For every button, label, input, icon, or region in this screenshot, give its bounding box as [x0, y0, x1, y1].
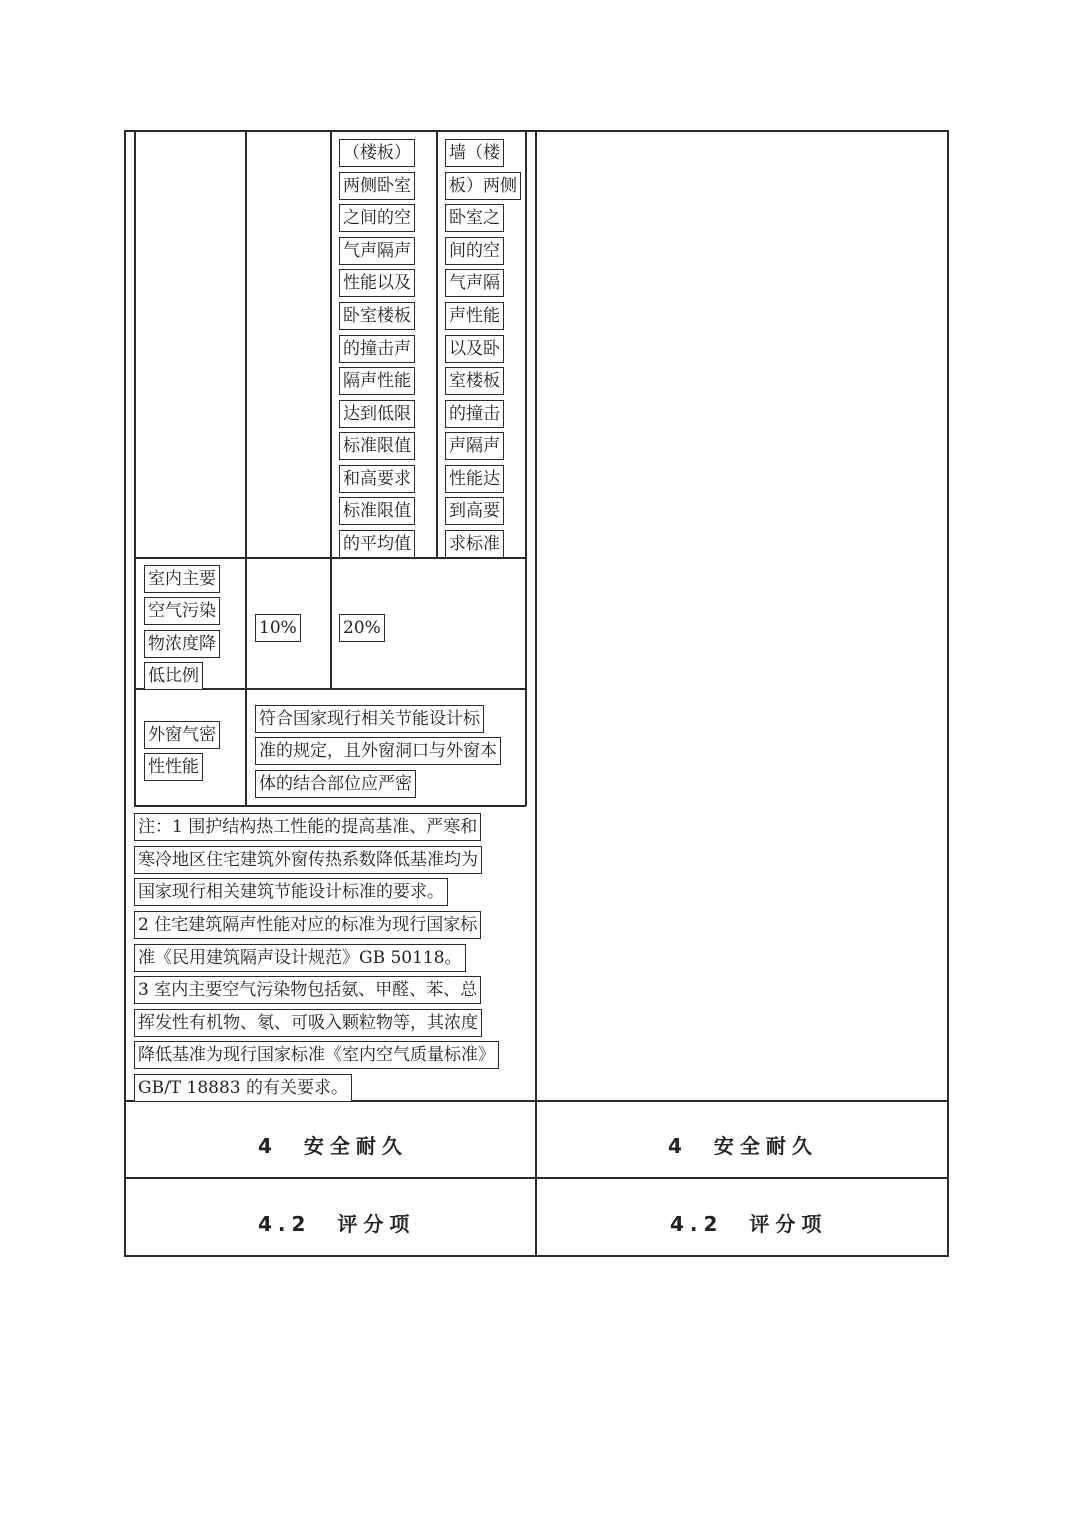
table-left-border	[124, 130, 126, 1257]
text-line: 气声隔	[445, 269, 504, 297]
text-line: （楼板）	[339, 139, 415, 167]
text-line: 隔声性能	[339, 367, 415, 395]
text-line: 板）两侧	[445, 172, 521, 200]
text-line: 气声隔声	[339, 237, 415, 265]
table-right-border	[947, 130, 949, 1257]
text-line: 性能达	[445, 465, 504, 493]
text-line: 求标准	[445, 530, 504, 558]
section-4-heading-left: 4 安全耐久	[258, 1134, 408, 1158]
text-line: 标准限值	[339, 497, 415, 525]
note-line: 注：1 围护结构热工性能的提高基准、严寒和	[134, 813, 481, 841]
text-line: 性性能	[144, 753, 203, 781]
text-line: 到高要	[445, 497, 504, 525]
pollution-col-divider-1	[245, 557, 247, 689]
text-line: 两侧卧室	[339, 172, 415, 200]
pollution-col-divider-2	[330, 557, 332, 689]
text-line: 声性能	[445, 302, 504, 330]
inner-table-left-border	[134, 130, 136, 806]
column-divider	[535, 130, 537, 1257]
text-line: 达到低限	[339, 400, 415, 428]
text-line: 以及卧	[445, 335, 504, 363]
inner-table-right-border	[525, 130, 527, 806]
text-line: 间的空	[445, 237, 504, 265]
text-line: 准的规定，且外窗洞口与外窗本	[255, 737, 501, 765]
text-line: 物浓度降	[144, 630, 220, 658]
inner-col-divider-1	[245, 130, 247, 558]
note-line: 3 室内主要空气污染物包括氨、甲醛、苯、总	[134, 976, 481, 1004]
pollution-value-high: 20%	[339, 614, 385, 642]
text-line: 卧室楼板	[339, 302, 415, 330]
note-line: 2 住宅建筑隔声性能对应的标准为现行国家标	[134, 911, 481, 939]
text-line: 低比例	[144, 662, 203, 690]
inner-col-divider-2	[330, 130, 332, 558]
note-line: 准《民用建筑隔声设计规范》GB 50118。	[134, 944, 466, 972]
text-line: 性能以及	[339, 269, 415, 297]
note-line: 国家现行相关建筑节能设计标准的要求。	[134, 878, 448, 906]
pollution-value-low: 10%	[255, 614, 301, 642]
note-line: 寒冷地区住宅建筑外窗传热系数降低基准均为	[134, 846, 482, 874]
text-line: 符合国家现行相关节能设计标	[255, 705, 484, 733]
section42-top-border	[124, 1177, 949, 1179]
text-line: 室内主要	[144, 565, 220, 593]
note-line: GB/T 18883 的有关要求。	[134, 1074, 352, 1102]
note-line: 降低基准为现行国家标准《室内空气质量标准》	[134, 1041, 499, 1069]
text-line: 体的结合部位应严密	[255, 770, 416, 798]
text-line: 墙（楼	[445, 139, 504, 167]
inner-col-divider-3	[436, 130, 438, 558]
text-line: 的平均值	[339, 530, 415, 558]
note-line: 挥发性有机物、氡、可吸入颗粒物等，其浓度	[134, 1009, 482, 1037]
text-line: 的撞击声	[339, 335, 415, 363]
text-line: 卧室之	[445, 204, 504, 232]
section-4-heading-right: 4 安全耐久	[668, 1134, 818, 1158]
inner-table-bottom-border	[134, 805, 526, 807]
text-line: 空气污染	[144, 597, 220, 625]
section-4-2-heading-left: 4.2 评分项	[258, 1212, 416, 1236]
text-line: 外窗气密	[144, 721, 220, 749]
text-line: 声隔声	[445, 432, 504, 460]
section-4-2-heading-right: 4.2 评分项	[670, 1212, 828, 1236]
text-line: 室楼板	[445, 367, 504, 395]
text-line: 之间的空	[339, 204, 415, 232]
text-line: 的撞击	[445, 400, 504, 428]
window-col-divider	[245, 688, 247, 806]
text-line: 和高要求	[339, 465, 415, 493]
text-line: 标准限值	[339, 432, 415, 460]
